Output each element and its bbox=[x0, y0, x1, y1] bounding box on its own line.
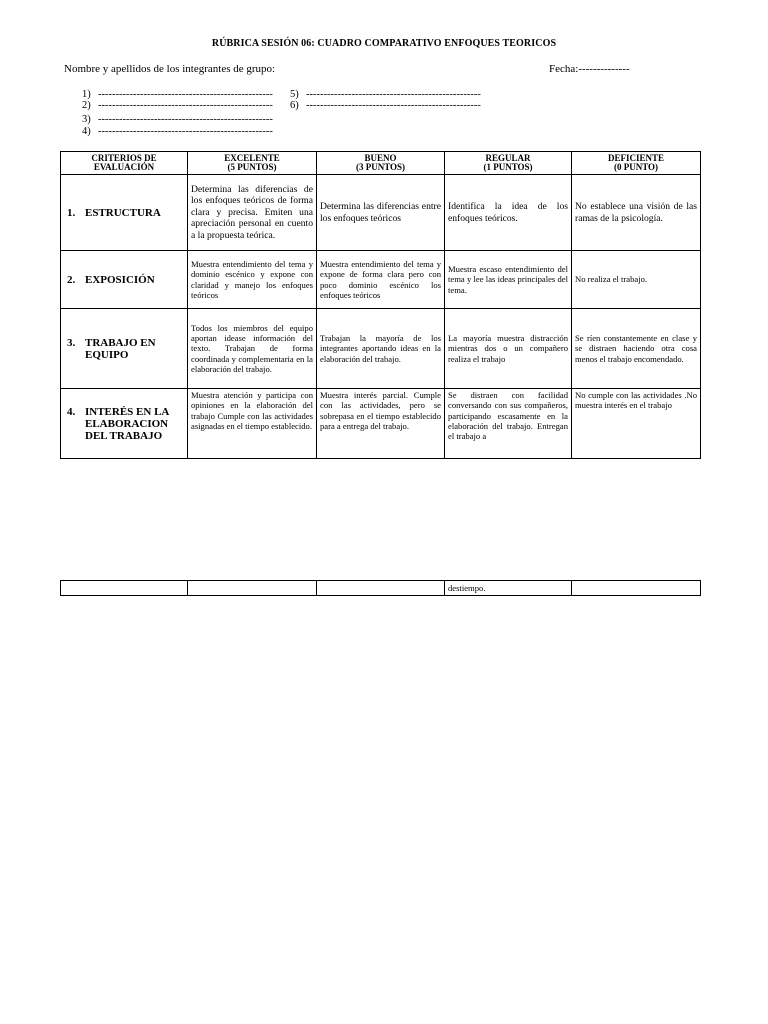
member-number: 4) bbox=[82, 126, 91, 137]
criterion-number: 2. bbox=[67, 273, 76, 286]
header-line: EVALUACIÓN bbox=[93, 162, 155, 172]
group-names-label: Nombre y apellidos de los integrantes de grupo: bbox=[64, 63, 276, 75]
header-line: (1 PUNTOS) bbox=[483, 162, 533, 172]
member-number: 2) bbox=[82, 100, 91, 111]
member-blank: -------------------------------------------------- bbox=[98, 89, 273, 100]
deficiente-cell bbox=[572, 581, 701, 596]
criterion-number: 4. bbox=[67, 405, 76, 418]
header-row bbox=[61, 152, 701, 175]
member-line-6[interactable] bbox=[290, 100, 481, 111]
criterion-number: 3. bbox=[67, 336, 76, 349]
table-row bbox=[61, 389, 701, 459]
header-bueno bbox=[317, 152, 445, 175]
header-deficiente bbox=[572, 152, 701, 175]
header-line: (3 PUNTOS) bbox=[355, 162, 406, 172]
table-row bbox=[61, 251, 701, 309]
excelente-cell: Determina las diferencias de los enfoques teóricos de forma clara y precisa. Emiten una apreciación personal en cuento a la propuesta teórica. bbox=[188, 175, 317, 251]
rubric-table bbox=[60, 151, 701, 459]
member-blank: -------------------------------------------------- bbox=[98, 114, 273, 125]
header-line: DEFICIENTE bbox=[607, 153, 664, 163]
criterion-cell bbox=[61, 309, 188, 389]
regular-cell: destiempo. bbox=[445, 581, 572, 596]
bueno-cell: Muestra interés parcial. Cumple con las actividades, pero se sobrepasa en el tiempo establecido para a entrega del trabajo. bbox=[317, 389, 445, 459]
criterion-label: ESTRUCTURA bbox=[85, 206, 161, 219]
header-line: EXCELENTE bbox=[224, 153, 280, 163]
header-line: REGULAR bbox=[485, 153, 531, 163]
deficiente-cell: No realiza el trabajo. bbox=[572, 251, 701, 309]
deficiente-cell: No establece una visión de las ramas de la psicología. bbox=[572, 175, 701, 251]
table-row bbox=[61, 309, 701, 389]
member-blank: -------------------------------------------------- bbox=[306, 89, 481, 100]
criterion-cell bbox=[61, 251, 188, 309]
bueno-cell bbox=[317, 581, 445, 596]
member-line-2[interactable] bbox=[82, 100, 273, 111]
criterion-cell bbox=[61, 175, 188, 251]
member-blank: -------------------------------------------------- bbox=[98, 126, 273, 137]
member-line-1[interactable] bbox=[82, 89, 273, 100]
header-excelente bbox=[188, 152, 317, 175]
table-row bbox=[61, 175, 701, 251]
regular-cell: Muestra escaso entendimiento del tema y lee las ideas principales del tema. bbox=[445, 251, 572, 309]
date-label: Fecha:-------------- bbox=[549, 63, 630, 75]
document-title: RÚBRICA SESIÓN 06: CUADRO COMPARATIVO ENFOQUES TEORICOS bbox=[211, 38, 557, 49]
deficiente-cell: No cumple con las actividades .No muestra interés en el trabajo bbox=[572, 389, 701, 459]
excelente-cell: Muestra atención y participa con opiniones en la elaboración del trabajo Cumple con las actividades asignadas en el tiempo establecido. bbox=[188, 389, 317, 459]
member-number: 6) bbox=[290, 100, 299, 111]
deficiente-cell: Se ríen constantemente en clase y se distraen haciendo otra cosa menos el trabajo encomendado. bbox=[572, 309, 701, 389]
member-number: 3) bbox=[82, 114, 91, 125]
member-number: 1) bbox=[82, 89, 91, 100]
excelente-cell: Muestra entendimiento del tema y dominio escénico y expone con claridad y manejo los enfoques teóricos bbox=[188, 251, 317, 309]
bueno-cell: Muestra entendimiento del tema y expone de forma clara pero con poco dominio escénico los enfoques teóricos bbox=[317, 251, 445, 309]
criterion-label: TRABAJO EN EQUIPO bbox=[85, 336, 156, 361]
member-blank: -------------------------------------------------- bbox=[306, 100, 481, 111]
regular-cell: La mayoría muestra distracción mientras dos o un compañero realiza el trabajo bbox=[445, 309, 572, 389]
member-line-5[interactable] bbox=[290, 89, 481, 100]
header-line: BUENO bbox=[364, 153, 397, 163]
member-number: 5) bbox=[290, 89, 299, 100]
header-line: (0 PUNTO) bbox=[613, 162, 659, 172]
header-criterios bbox=[61, 152, 188, 175]
criterion-cell bbox=[61, 581, 188, 596]
member-blank: -------------------------------------------------- bbox=[98, 100, 273, 111]
member-line-4[interactable] bbox=[82, 126, 273, 137]
excelente-cell bbox=[188, 581, 317, 596]
member-line-3[interactable] bbox=[82, 114, 273, 125]
rubric-table-continuation bbox=[60, 580, 701, 596]
regular-cell: Se distraen con facilidad conversando con sus compañeros, participando escasamente en la elaboración del trabajo. Entregan el trabajo a bbox=[445, 389, 572, 459]
table-row bbox=[61, 581, 701, 596]
bueno-cell: Determina las diferencias entre los enfoques teóricos bbox=[317, 175, 445, 251]
bueno-cell: Trabajan la mayoría de los integrantes aportando ideas en la elaboración del trabajo. bbox=[317, 309, 445, 389]
regular-cell: Identifica la idea de los enfoques teóricos. bbox=[445, 175, 572, 251]
header-line: CRITERIOS DE bbox=[91, 153, 157, 163]
criterion-label: INTERÉS EN LA ELABORACION DEL TRABAJO bbox=[85, 405, 169, 442]
excelente-cell: Todos los miembros del equipo aportan idease información del texto. Trabajan de forma coordinada y complementaria en la elaboración del trabajo. bbox=[188, 309, 317, 389]
header-regular bbox=[445, 152, 572, 175]
header-line: (5 PUNTOS) bbox=[227, 162, 277, 172]
criterion-label: EXPOSICIÓN bbox=[85, 273, 155, 286]
criterion-cell bbox=[61, 389, 188, 459]
criterion-number: 1. bbox=[67, 206, 76, 219]
